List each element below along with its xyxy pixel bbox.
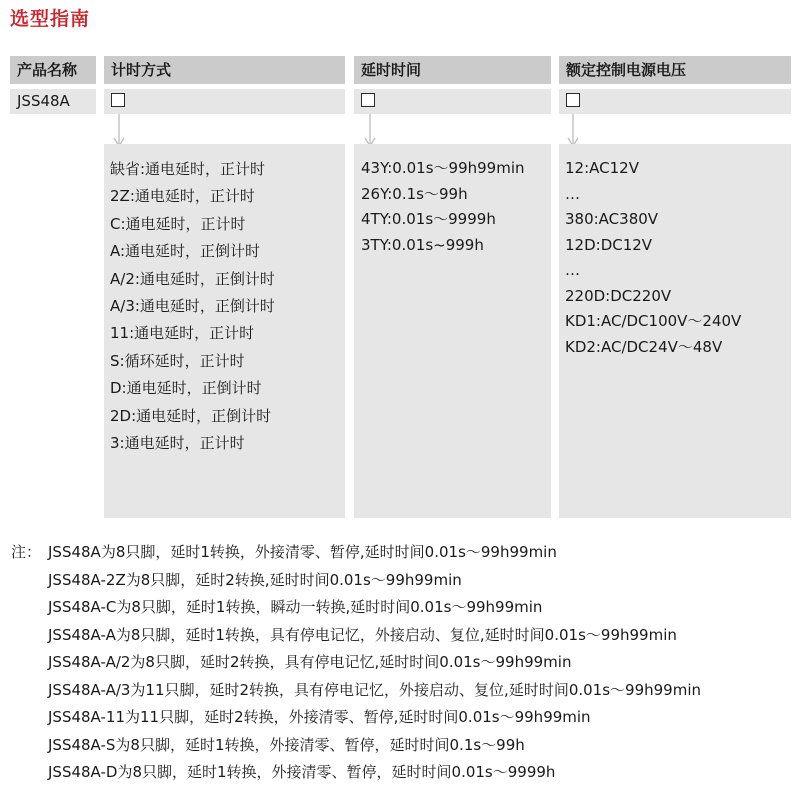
note-text: JSS48A为8只脚，延时1转换，外接清零、暂停,延时时间0.01s～99h99min — [48, 543, 557, 561]
timing-option: 2D:通电延时，正倒计时 — [110, 406, 272, 425]
note-item — [11, 622, 701, 650]
timing-option: D:通电延时，正倒计时 — [110, 379, 262, 398]
delay-arrow-icon — [364, 114, 376, 148]
note-item — [11, 732, 701, 760]
voltage-option: … — [565, 184, 580, 203]
voltage-option: 12:AC12V — [565, 159, 639, 177]
voltage-option: 12D:DC12V — [565, 235, 653, 254]
product-model: JSS48A — [17, 92, 70, 110]
note-item — [11, 594, 701, 622]
voltage-option: KD2:AC/DC24V～48V — [565, 337, 723, 356]
delay-options-panel — [354, 144, 551, 518]
note-text: JSS48A-11为11只脚，延时2转换，外接清零、暂停,延时时间0.01s～99h99min — [48, 708, 591, 726]
delay-checkbox[interactable] — [361, 93, 375, 107]
note-item — [11, 759, 701, 787]
note-item — [11, 704, 701, 732]
delay-option: 4TY:0.01s～9999h — [361, 210, 496, 228]
notes-section — [11, 539, 701, 787]
page-title: 选型指南 — [10, 8, 91, 30]
note-text: JSS48A-D为8只脚，延时1转换，外接清零、暂停，延时时间0.01s～9999h — [48, 763, 556, 781]
timing-option: 11:通电延时，正计时 — [110, 324, 255, 343]
header-delay-time: 延时时间 — [354, 56, 551, 84]
product-model-cell — [10, 89, 96, 114]
note-text: JSS48A-2Z为8只脚，延时2转换,延时时间0.01s～99h99min — [48, 570, 462, 589]
note-item — [11, 677, 701, 705]
timing-option: A/3:通电延时，正倒计时 — [110, 297, 275, 316]
timing-option: 2Z:通电延时，正计时 — [110, 187, 255, 206]
timing-option: S:循环延时，正计时 — [110, 351, 245, 370]
note-text: JSS48A-A/2为8只脚，延时2转换，具有停电记忆,延时时间0.01s～99h99min — [48, 653, 572, 671]
delay-select-cell — [354, 89, 551, 114]
delay-option: 26Y:0.1s～99h — [361, 184, 468, 203]
voltage-option: 380:AC380V — [565, 210, 659, 228]
header-product-name: 产品名称 — [10, 56, 96, 84]
header-rated-voltage: 额定控制电源电压 — [559, 56, 791, 84]
voltage-arrow-icon — [567, 114, 579, 148]
timing-option: 缺省:通电延时，正计时 — [110, 160, 266, 178]
note-text: JSS48A-A/3为11只脚，延时2转换，具有停电记忆，外接启动、复位,延时时间0.01s～99h99min — [48, 680, 702, 699]
header-timing-mode: 计时方式 — [104, 56, 345, 84]
timing-option: A:通电延时，正倒计时 — [110, 242, 261, 261]
timing-checkbox[interactable] — [111, 93, 125, 107]
delay-option: 3TY:0.01s~999h — [361, 235, 484, 254]
timing-option: A/2:通电延时，正倒计时 — [110, 269, 275, 288]
note-item — [11, 539, 701, 567]
note-item — [11, 649, 701, 677]
note-text: JSS48A-S为8只脚，延时1转换，外接清零、暂停，延时时间0.1s～99h — [48, 735, 525, 754]
timing-select-cell — [104, 89, 345, 114]
voltage-option: … — [565, 261, 580, 279]
timing-option: 3:通电延时，正计时 — [110, 434, 245, 453]
voltage-option: KD1:AC/DC100V～240V — [565, 312, 742, 330]
timing-arrow-icon — [113, 114, 125, 148]
voltage-option: 220D:DC220V — [565, 286, 672, 305]
notes-prefix: 注： — [11, 543, 42, 561]
note-item — [11, 567, 701, 595]
voltage-select-cell — [559, 89, 791, 114]
timing-option: C:通电延时，正计时 — [110, 214, 246, 233]
voltage-options-panel — [559, 144, 791, 518]
voltage-checkbox[interactable] — [566, 93, 580, 107]
note-text: JSS48A-A为8只脚，延时1转换，具有停电记忆，外接启动、复位,延时时间0.01s～99h99min — [48, 625, 677, 644]
delay-option: 43Y:0.01s～99h99min — [361, 159, 525, 177]
timing-options-panel — [104, 144, 345, 518]
note-text: JSS48A-C为8只脚，延时1转换，瞬动一转换,延时时间0.01s～99h99min — [48, 598, 543, 616]
